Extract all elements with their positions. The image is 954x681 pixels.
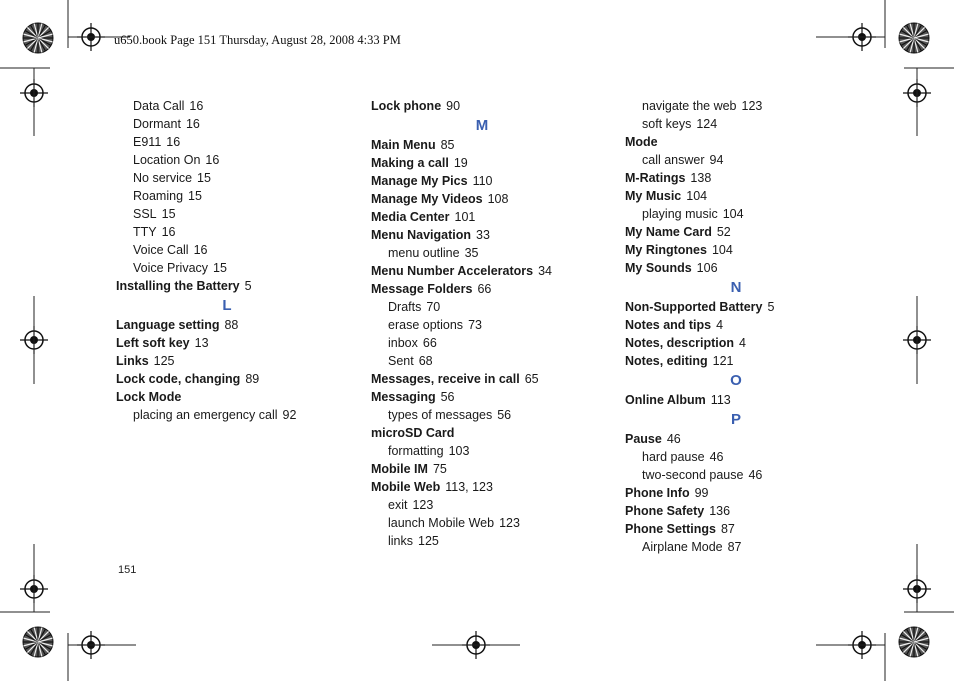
index-term: Roaming bbox=[133, 189, 184, 203]
index-term: Left soft key bbox=[116, 336, 190, 350]
index-letter-heading: P bbox=[730, 411, 741, 428]
index-term: Links bbox=[116, 354, 149, 368]
index-term: microSD Card bbox=[371, 426, 455, 440]
index-entry bbox=[371, 262, 581, 280]
index-term: Mobile IM bbox=[371, 462, 428, 476]
index-entry bbox=[116, 352, 326, 370]
index-term: Sent bbox=[388, 354, 414, 368]
index-page-ref: 4 bbox=[739, 336, 746, 350]
index-term: Pause bbox=[625, 432, 662, 446]
index-subentry bbox=[625, 466, 855, 484]
index-column-3 bbox=[625, 97, 855, 556]
index-page-ref: 16 bbox=[193, 243, 208, 257]
index-page-ref: 85 bbox=[440, 138, 455, 152]
index-subentry bbox=[625, 538, 855, 556]
index-term: My Name Card bbox=[625, 225, 712, 239]
index-subentry bbox=[371, 244, 581, 262]
index-page-ref: 70 bbox=[426, 300, 441, 314]
index-page-ref: 92 bbox=[282, 408, 297, 422]
index-subentry bbox=[371, 316, 581, 334]
index-entry bbox=[371, 460, 581, 478]
index-subentry bbox=[116, 223, 326, 241]
index-entry bbox=[371, 136, 581, 154]
color-target-icon bbox=[23, 23, 53, 53]
index-subentry bbox=[116, 259, 326, 277]
index-term: TTY bbox=[133, 225, 157, 239]
index-page-ref: 90 bbox=[446, 99, 461, 113]
index-entry bbox=[625, 391, 855, 409]
index-subentry bbox=[371, 496, 581, 514]
index-term: Lock phone bbox=[371, 99, 442, 113]
index-entry bbox=[625, 484, 855, 502]
index-page-ref: 138 bbox=[690, 171, 712, 185]
index-term: navigate the web bbox=[642, 99, 737, 113]
index-term: menu outline bbox=[388, 246, 460, 260]
index-page-ref: 87 bbox=[727, 540, 742, 554]
index-term: Making a call bbox=[371, 156, 449, 170]
index-term: My Ringtones bbox=[625, 243, 707, 257]
index-term: Menu Navigation bbox=[371, 228, 472, 242]
index-entry bbox=[371, 478, 581, 496]
index-term: erase options bbox=[388, 318, 464, 332]
index-term: Main Menu bbox=[371, 138, 436, 152]
index-page-ref: 19 bbox=[453, 156, 468, 170]
index-subentry bbox=[625, 205, 855, 223]
index-entry bbox=[625, 316, 855, 334]
index-letter-heading: L bbox=[222, 297, 232, 314]
index-page-ref: 66 bbox=[477, 282, 492, 296]
index-term: Mode bbox=[625, 135, 658, 149]
index-page-ref: 15 bbox=[161, 207, 176, 221]
index-subentry bbox=[116, 97, 326, 115]
index-page-ref: 13 bbox=[194, 336, 209, 350]
index-page-ref: 52 bbox=[716, 225, 731, 239]
index-entry bbox=[371, 190, 581, 208]
index-page-ref: 103 bbox=[448, 444, 470, 458]
index-page-ref: 123 bbox=[499, 516, 520, 530]
index-page-ref: 87 bbox=[720, 522, 735, 536]
index-term: Phone Info bbox=[625, 486, 690, 500]
index-page-ref: 89 bbox=[245, 372, 260, 386]
index-term: Menu Number Accelerators bbox=[371, 264, 534, 278]
index-term: Non-Supported Battery bbox=[625, 300, 763, 314]
page-number: 151 bbox=[118, 564, 137, 576]
color-target-icon bbox=[23, 627, 53, 657]
index-page-ref: 15 bbox=[197, 171, 211, 185]
index-entry bbox=[371, 280, 581, 298]
index-page-ref: 101 bbox=[454, 210, 476, 224]
index-page-ref: 108 bbox=[487, 192, 509, 206]
color-target-icon bbox=[899, 23, 929, 53]
index-page-ref: 66 bbox=[422, 336, 437, 350]
index-entry bbox=[116, 277, 326, 295]
index-term: links bbox=[388, 534, 414, 548]
index-page-ref: 121 bbox=[712, 354, 734, 368]
index-subentry bbox=[116, 205, 326, 223]
index-page-ref: 4 bbox=[716, 318, 724, 332]
index-term: Notes, editing bbox=[625, 354, 708, 368]
index-term: launch Mobile Web bbox=[388, 516, 495, 530]
index-term: inbox bbox=[388, 336, 418, 350]
index-entry bbox=[625, 430, 855, 448]
index-page-ref: 16 bbox=[189, 99, 204, 113]
index-page-ref: 65 bbox=[524, 372, 539, 386]
index-entry bbox=[625, 259, 855, 277]
index-term: Installing the Battery bbox=[116, 279, 240, 293]
index-term: Message Folders bbox=[371, 282, 473, 296]
index-term: Phone Settings bbox=[625, 522, 716, 536]
index-subentry bbox=[625, 448, 855, 466]
index-term: Notes, description bbox=[625, 336, 735, 350]
index-term: playing music bbox=[642, 207, 718, 221]
index-entry bbox=[116, 388, 326, 406]
index-term: Voice Privacy bbox=[133, 261, 209, 275]
index-entry bbox=[371, 370, 581, 388]
color-target-icon bbox=[899, 627, 929, 657]
index-subentry bbox=[625, 115, 855, 133]
index-entry bbox=[371, 226, 581, 244]
index-subentry bbox=[116, 187, 326, 205]
index-page-ref: 94 bbox=[709, 153, 724, 167]
index-subentry bbox=[371, 442, 581, 460]
index-page-ref: 104 bbox=[722, 207, 744, 221]
index-term: My Sounds bbox=[625, 261, 692, 275]
index-subentry bbox=[116, 115, 326, 133]
index-term: call answer bbox=[642, 153, 705, 167]
index-entry bbox=[371, 154, 581, 172]
index-entry bbox=[625, 520, 855, 538]
index-letter-heading: N bbox=[730, 279, 742, 296]
index-term: Language setting bbox=[116, 318, 220, 332]
index-term: two-second pause bbox=[642, 468, 744, 482]
book-header: u650.book Page 151 Thursday, August 28, 2008 4:33 PM bbox=[114, 33, 401, 47]
index-page-ref: 123 bbox=[412, 498, 434, 512]
index-page-ref: 113 bbox=[710, 393, 731, 407]
index-page-ref: 16 bbox=[161, 225, 176, 239]
index-term: Lock Mode bbox=[116, 390, 182, 404]
index-column-2 bbox=[371, 97, 581, 550]
index-term: Mobile Web bbox=[371, 480, 441, 494]
index-page-ref: 113, 123 bbox=[445, 480, 493, 494]
index-term: Drafts bbox=[388, 300, 422, 314]
index-letter-heading: O bbox=[730, 372, 742, 389]
index-subentry bbox=[625, 151, 855, 169]
index-subentry bbox=[371, 298, 581, 316]
index-entry bbox=[371, 208, 581, 226]
index-page-ref: 46 bbox=[666, 432, 681, 446]
index-page-ref: 125 bbox=[418, 534, 439, 548]
index-page-ref: 99 bbox=[694, 486, 709, 500]
index-term: No service bbox=[133, 171, 193, 185]
index-entry bbox=[625, 241, 855, 259]
index-term: Messages, receive in call bbox=[371, 372, 520, 386]
index-page-ref: 125 bbox=[153, 354, 175, 368]
index-entry bbox=[116, 334, 326, 352]
index-page-ref: 75 bbox=[432, 462, 447, 476]
index-page-ref: 16 bbox=[166, 135, 181, 149]
index-page-ref: 5 bbox=[244, 279, 252, 293]
index-term: Phone Safety bbox=[625, 504, 705, 518]
index-entry bbox=[371, 388, 581, 406]
index-entry bbox=[371, 97, 581, 115]
index-page-ref: 35 bbox=[464, 246, 479, 260]
index-subentry bbox=[371, 514, 581, 532]
index-term: Messaging bbox=[371, 390, 436, 404]
index-entry bbox=[625, 169, 855, 187]
index-term: My Music bbox=[625, 189, 682, 203]
index-page-ref: 88 bbox=[224, 318, 239, 332]
index-page-ref: 136 bbox=[709, 504, 731, 518]
index-term: SSL bbox=[133, 207, 157, 221]
index-page-ref: 34 bbox=[538, 264, 552, 278]
index-term: Data Call bbox=[133, 99, 185, 113]
index-entry bbox=[116, 370, 326, 388]
index-entry bbox=[625, 187, 855, 205]
index-page-ref: 106 bbox=[696, 261, 718, 275]
index-page-ref: 124 bbox=[696, 117, 718, 131]
index-page-ref: 46 bbox=[748, 468, 763, 482]
index-subentry bbox=[625, 97, 855, 115]
index-page-ref: 123 bbox=[741, 99, 763, 113]
index-term: Location On bbox=[133, 153, 201, 167]
index-subentry bbox=[116, 133, 326, 151]
index-term: hard pause bbox=[642, 450, 705, 464]
index-term: Airplane Mode bbox=[642, 540, 723, 554]
index-term: M-Ratings bbox=[625, 171, 686, 185]
index-entry bbox=[625, 352, 855, 370]
index-entry bbox=[371, 424, 581, 442]
index-subentry bbox=[371, 334, 581, 352]
index-term: Lock code, changing bbox=[116, 372, 241, 386]
index-term: soft keys bbox=[642, 117, 692, 131]
index-letter-heading: M bbox=[475, 117, 489, 134]
index-subentry bbox=[116, 241, 326, 259]
index-subentry bbox=[116, 406, 326, 424]
index-page-ref: 15 bbox=[213, 261, 227, 275]
index-page-ref: 56 bbox=[497, 408, 512, 422]
index-term: E911 bbox=[133, 135, 162, 149]
index-page-ref: 104 bbox=[686, 189, 708, 203]
index-entry bbox=[625, 223, 855, 241]
index-subentry bbox=[116, 151, 326, 169]
index-term: Manage My Pics bbox=[371, 174, 468, 188]
index-page-ref: 104 bbox=[711, 243, 733, 257]
index-term: types of messages bbox=[388, 408, 493, 422]
index-term: exit bbox=[388, 498, 408, 512]
index-entry bbox=[371, 172, 581, 190]
index-page-ref: 110 bbox=[472, 174, 493, 188]
index-page-ref: 33 bbox=[476, 228, 490, 242]
index-subentry bbox=[371, 532, 581, 550]
index-term: formatting bbox=[388, 444, 444, 458]
index-column-1 bbox=[116, 97, 326, 424]
index-page-ref: 56 bbox=[440, 390, 455, 404]
index-page-ref: 73 bbox=[468, 318, 482, 332]
index-page-ref: 5 bbox=[767, 300, 775, 314]
index-term: Online Album bbox=[625, 393, 706, 407]
index-page-ref: 16 bbox=[185, 117, 200, 131]
index-entry bbox=[625, 334, 855, 352]
index-term: Voice Call bbox=[133, 243, 189, 257]
index-page-ref: 15 bbox=[188, 189, 202, 203]
index-entry bbox=[625, 298, 855, 316]
index-term: placing an emergency call bbox=[133, 408, 278, 422]
index-page-ref: 16 bbox=[205, 153, 220, 167]
index-term: Manage My Videos bbox=[371, 192, 483, 206]
index-subentry bbox=[116, 169, 326, 187]
index-page-ref: 68 bbox=[418, 354, 433, 368]
index-subentry bbox=[371, 406, 581, 424]
index-page-ref: 46 bbox=[709, 450, 724, 464]
index-entry bbox=[625, 502, 855, 520]
index-entry bbox=[625, 133, 855, 151]
index-term: Dormant bbox=[133, 117, 181, 131]
index-subentry bbox=[371, 352, 581, 370]
index-term: Notes and tips bbox=[625, 318, 712, 332]
index-entry bbox=[116, 316, 326, 334]
index-term: Media Center bbox=[371, 210, 450, 224]
